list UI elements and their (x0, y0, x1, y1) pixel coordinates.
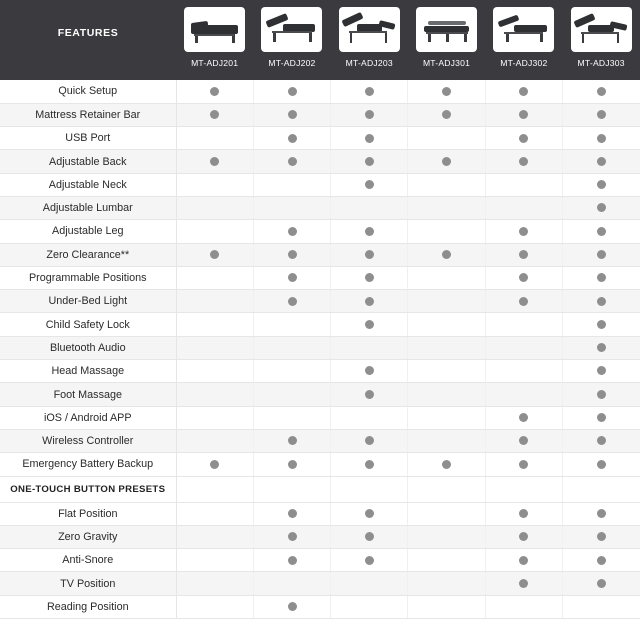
feature-unavailable-cell (408, 127, 485, 150)
feature-available-cell (253, 429, 330, 452)
feature-available-cell (408, 103, 485, 126)
availability-dot-icon (519, 532, 528, 541)
table-row (0, 383, 640, 406)
availability-dot-icon (597, 509, 606, 518)
feature-available-cell (331, 453, 408, 476)
feature-available-cell (485, 502, 562, 525)
table-row (0, 196, 640, 219)
feature-available-cell (331, 429, 408, 452)
feature-label: Adjustable Lumbar (0, 196, 176, 219)
section-heading-spacer (331, 476, 408, 502)
feature-available-cell (331, 360, 408, 383)
feature-unavailable-cell (253, 406, 330, 429)
availability-dot-icon (519, 87, 528, 96)
feature-label: Emergency Battery Backup (0, 453, 176, 476)
feature-available-cell (563, 453, 640, 476)
availability-dot-icon (597, 227, 606, 236)
feature-unavailable-cell (331, 406, 408, 429)
feature-available-cell (331, 103, 408, 126)
feature-label: Mattress Retainer Bar (0, 103, 176, 126)
table-row (0, 173, 640, 196)
feature-available-cell (563, 336, 640, 359)
feature-available-cell (563, 220, 640, 243)
feature-available-cell (563, 150, 640, 173)
feature-available-cell (563, 383, 640, 406)
feature-label: Adjustable Leg (0, 220, 176, 243)
product-name: MT-ADJ201 (191, 58, 239, 68)
availability-dot-icon (597, 579, 606, 588)
feature-unavailable-cell (408, 525, 485, 548)
feature-available-cell (253, 290, 330, 313)
product-column[interactable] (176, 0, 253, 80)
feature-unavailable-cell (563, 595, 640, 618)
feature-label: Zero Gravity (0, 525, 176, 548)
feature-available-cell (563, 360, 640, 383)
feature-label: Child Safety Lock (0, 313, 176, 336)
feature-available-cell (485, 525, 562, 548)
feature-unavailable-cell (253, 383, 330, 406)
availability-dot-icon (597, 460, 606, 469)
feature-available-cell (331, 290, 408, 313)
feature-unavailable-cell (176, 549, 253, 572)
feature-available-cell (563, 406, 640, 429)
availability-dot-icon (288, 556, 297, 565)
availability-dot-icon (210, 157, 219, 166)
feature-unavailable-cell (485, 595, 562, 618)
feature-unavailable-cell (253, 173, 330, 196)
product-name: MT-ADJ301 (422, 58, 471, 68)
feature-unavailable-cell (408, 502, 485, 525)
table-row (0, 220, 640, 243)
feature-unavailable-cell (253, 336, 330, 359)
feature-available-cell (253, 243, 330, 266)
availability-dot-icon (442, 460, 451, 469)
feature-available-cell (331, 383, 408, 406)
feature-unavailable-cell (176, 290, 253, 313)
feature-available-cell (563, 103, 640, 126)
feature-available-cell (253, 103, 330, 126)
bed-flat-icon (184, 7, 245, 52)
availability-dot-icon (597, 366, 606, 375)
availability-dot-icon (597, 343, 606, 352)
feature-unavailable-cell (408, 429, 485, 452)
section-heading-spacer (563, 476, 640, 502)
feature-unavailable-cell (408, 266, 485, 289)
feature-available-cell (408, 150, 485, 173)
availability-dot-icon (288, 460, 297, 469)
availability-dot-icon (597, 413, 606, 422)
availability-dot-icon (365, 556, 374, 565)
table-row (0, 336, 640, 359)
availability-dot-icon (288, 227, 297, 236)
availability-dot-icon (365, 390, 374, 399)
feature-label: Foot Massage (0, 383, 176, 406)
table-row (0, 525, 640, 548)
feature-label: Wireless Controller (0, 429, 176, 452)
availability-dot-icon (288, 532, 297, 541)
feature-label: Anti-Snore (0, 549, 176, 572)
feature-available-cell (331, 313, 408, 336)
availability-dot-icon (210, 250, 219, 259)
availability-dot-icon (597, 203, 606, 212)
feature-available-cell (485, 103, 562, 126)
feature-unavailable-cell (485, 336, 562, 359)
feature-unavailable-cell (176, 266, 253, 289)
feature-available-cell (485, 429, 562, 452)
feature-unavailable-cell (253, 196, 330, 219)
feature-unavailable-cell (408, 406, 485, 429)
availability-dot-icon (365, 227, 374, 236)
availability-dot-icon (365, 87, 374, 96)
feature-available-cell (253, 266, 330, 289)
feature-unavailable-cell (176, 220, 253, 243)
product-column[interactable] (331, 0, 408, 80)
feature-available-cell (563, 266, 640, 289)
section-heading-label: ONE-TOUCH BUTTON PRESETS (0, 476, 176, 502)
availability-dot-icon (365, 509, 374, 518)
feature-unavailable-cell (408, 360, 485, 383)
feature-available-cell (176, 453, 253, 476)
table-row (0, 595, 640, 618)
feature-available-cell (563, 80, 640, 103)
feature-unavailable-cell (176, 595, 253, 618)
feature-available-cell (563, 502, 640, 525)
table-row (0, 313, 640, 336)
availability-dot-icon (442, 87, 451, 96)
availability-dot-icon (519, 413, 528, 422)
feature-unavailable-cell (253, 313, 330, 336)
table-row (0, 127, 640, 150)
section-heading-row (0, 476, 640, 502)
availability-dot-icon (288, 157, 297, 166)
bed-frame-icon (416, 7, 477, 52)
table-row (0, 572, 640, 595)
feature-unavailable-cell (485, 313, 562, 336)
feature-available-cell (176, 150, 253, 173)
product-name: MT-ADJ303 (577, 58, 625, 68)
feature-unavailable-cell (176, 196, 253, 219)
feature-available-cell (253, 502, 330, 525)
availability-dot-icon (519, 297, 528, 306)
feature-unavailable-cell (485, 173, 562, 196)
availability-dot-icon (597, 110, 606, 119)
feature-label: Head Massage (0, 360, 176, 383)
feature-available-cell (331, 173, 408, 196)
feature-unavailable-cell (253, 572, 330, 595)
product-column[interactable] (485, 0, 562, 80)
availability-dot-icon (597, 134, 606, 143)
feature-available-cell (563, 173, 640, 196)
feature-available-cell (176, 243, 253, 266)
feature-available-cell (485, 266, 562, 289)
feature-available-cell (485, 453, 562, 476)
table-row (0, 80, 640, 103)
feature-label: USB Port (0, 127, 176, 150)
availability-dot-icon (288, 602, 297, 611)
availability-dot-icon (442, 110, 451, 119)
feature-unavailable-cell (408, 220, 485, 243)
feature-label: Adjustable Neck (0, 173, 176, 196)
availability-dot-icon (210, 460, 219, 469)
availability-dot-icon (597, 532, 606, 541)
feature-available-cell (485, 243, 562, 266)
feature-available-cell (563, 313, 640, 336)
availability-dot-icon (519, 157, 528, 166)
product-column[interactable] (253, 0, 330, 80)
feature-unavailable-cell (331, 196, 408, 219)
feature-unavailable-cell (331, 595, 408, 618)
table-row (0, 360, 640, 383)
product-name: MT-ADJ302 (500, 58, 548, 68)
bed-head-foot-raised-icon (339, 7, 400, 52)
table-row (0, 502, 640, 525)
feature-available-cell (563, 290, 640, 313)
table-row (0, 266, 640, 289)
feature-available-cell (176, 80, 253, 103)
feature-available-cell (563, 243, 640, 266)
feature-comparison-table (0, 80, 640, 619)
availability-dot-icon (519, 509, 528, 518)
feature-label: Flat Position (0, 502, 176, 525)
feature-available-cell (331, 80, 408, 103)
availability-dot-icon (519, 579, 528, 588)
availability-dot-icon (597, 180, 606, 189)
availability-dot-icon (365, 532, 374, 541)
table-row (0, 290, 640, 313)
table-row (0, 150, 640, 173)
feature-unavailable-cell (176, 502, 253, 525)
feature-unavailable-cell (176, 572, 253, 595)
section-heading-spacer (485, 476, 562, 502)
feature-label: Quick Setup (0, 80, 176, 103)
feature-available-cell (485, 80, 562, 103)
availability-dot-icon (365, 250, 374, 259)
availability-dot-icon (597, 436, 606, 445)
feature-available-cell (485, 220, 562, 243)
availability-dot-icon (519, 556, 528, 565)
availability-dot-icon (365, 157, 374, 166)
product-column[interactable] (562, 0, 639, 80)
availability-dot-icon (442, 250, 451, 259)
feature-unavailable-cell (176, 429, 253, 452)
feature-available-cell (485, 150, 562, 173)
feature-available-cell (563, 429, 640, 452)
availability-dot-icon (288, 87, 297, 96)
feature-label: Adjustable Back (0, 150, 176, 173)
section-heading-spacer (176, 476, 253, 502)
feature-available-cell (331, 220, 408, 243)
feature-available-cell (485, 290, 562, 313)
feature-unavailable-cell (485, 383, 562, 406)
feature-label: Zero Clearance** (0, 243, 176, 266)
availability-dot-icon (365, 110, 374, 119)
availability-dot-icon (365, 366, 374, 375)
feature-label: Reading Position (0, 595, 176, 618)
feature-unavailable-cell (176, 336, 253, 359)
availability-dot-icon (288, 297, 297, 306)
feature-unavailable-cell (408, 313, 485, 336)
feature-unavailable-cell (408, 549, 485, 572)
availability-dot-icon (365, 436, 374, 445)
availability-dot-icon (288, 273, 297, 282)
availability-dot-icon (210, 87, 219, 96)
feature-unavailable-cell (485, 360, 562, 383)
feature-available-cell (253, 150, 330, 173)
feature-unavailable-cell (408, 336, 485, 359)
availability-dot-icon (597, 87, 606, 96)
feature-unavailable-cell (485, 196, 562, 219)
feature-available-cell (253, 127, 330, 150)
feature-available-cell (253, 549, 330, 572)
availability-dot-icon (210, 110, 219, 119)
availability-dot-icon (365, 134, 374, 143)
feature-unavailable-cell (408, 290, 485, 313)
feature-available-cell (485, 127, 562, 150)
bed-head-raised-icon (493, 7, 554, 52)
table-row (0, 429, 640, 452)
feature-unavailable-cell (408, 595, 485, 618)
product-header (0, 0, 640, 80)
feature-unavailable-cell (176, 406, 253, 429)
availability-dot-icon (365, 297, 374, 306)
availability-dot-icon (597, 297, 606, 306)
feature-unavailable-cell (331, 572, 408, 595)
feature-available-cell (563, 525, 640, 548)
product-name: MT-ADJ203 (345, 58, 393, 68)
feature-available-cell (563, 196, 640, 219)
bed-head-foot-raised-icon (571, 7, 632, 52)
availability-dot-icon (519, 134, 528, 143)
feature-label: Programmable Positions (0, 266, 176, 289)
feature-available-cell (408, 80, 485, 103)
table-row (0, 243, 640, 266)
bed-head-raised-icon (261, 7, 322, 52)
feature-available-cell (331, 549, 408, 572)
availability-dot-icon (288, 134, 297, 143)
feature-available-cell (176, 103, 253, 126)
availability-dot-icon (519, 436, 528, 445)
availability-dot-icon (597, 390, 606, 399)
features-header-label: FEATURES (57, 27, 119, 39)
feature-available-cell (331, 266, 408, 289)
availability-dot-icon (597, 320, 606, 329)
availability-dot-icon (519, 273, 528, 282)
feature-unavailable-cell (176, 525, 253, 548)
availability-dot-icon (597, 157, 606, 166)
feature-available-cell (253, 220, 330, 243)
feature-available-cell (408, 453, 485, 476)
table-row (0, 453, 640, 476)
availability-dot-icon (288, 436, 297, 445)
product-name: MT-ADJ202 (268, 58, 316, 68)
feature-available-cell (331, 525, 408, 548)
section-heading-spacer (408, 476, 485, 502)
feature-unavailable-cell (176, 313, 253, 336)
availability-dot-icon (365, 273, 374, 282)
table-row (0, 406, 640, 429)
feature-unavailable-cell (408, 196, 485, 219)
availability-dot-icon (365, 320, 374, 329)
availability-dot-icon (597, 273, 606, 282)
feature-available-cell (253, 595, 330, 618)
feature-available-cell (253, 80, 330, 103)
availability-dot-icon (519, 250, 528, 259)
availability-dot-icon (597, 556, 606, 565)
availability-dot-icon (519, 227, 528, 236)
feature-available-cell (253, 525, 330, 548)
feature-available-cell (331, 243, 408, 266)
feature-available-cell (331, 502, 408, 525)
feature-available-cell (408, 243, 485, 266)
feature-available-cell (485, 549, 562, 572)
feature-unavailable-cell (331, 336, 408, 359)
feature-unavailable-cell (408, 572, 485, 595)
availability-dot-icon (288, 110, 297, 119)
feature-available-cell (563, 127, 640, 150)
feature-available-cell (563, 572, 640, 595)
feature-unavailable-cell (253, 360, 330, 383)
feature-unavailable-cell (176, 127, 253, 150)
availability-dot-icon (519, 460, 528, 469)
product-column[interactable] (408, 0, 485, 80)
section-heading-spacer (253, 476, 330, 502)
availability-dot-icon (365, 180, 374, 189)
feature-label: Under-Bed Light (0, 290, 176, 313)
availability-dot-icon (365, 460, 374, 469)
feature-unavailable-cell (176, 360, 253, 383)
availability-dot-icon (442, 157, 451, 166)
feature-label: TV Position (0, 572, 176, 595)
feature-available-cell (331, 150, 408, 173)
feature-label: iOS / Android APP (0, 406, 176, 429)
feature-unavailable-cell (408, 173, 485, 196)
feature-available-cell (485, 406, 562, 429)
availability-dot-icon (597, 250, 606, 259)
feature-unavailable-cell (408, 383, 485, 406)
availability-dot-icon (288, 250, 297, 259)
availability-dot-icon (519, 110, 528, 119)
feature-available-cell (563, 549, 640, 572)
feature-available-cell (485, 572, 562, 595)
availability-dot-icon (288, 509, 297, 518)
table-row (0, 549, 640, 572)
feature-available-cell (253, 453, 330, 476)
feature-available-cell (331, 127, 408, 150)
feature-unavailable-cell (176, 383, 253, 406)
feature-unavailable-cell (176, 173, 253, 196)
feature-label: Bluetooth Audio (0, 336, 176, 359)
table-row (0, 103, 640, 126)
